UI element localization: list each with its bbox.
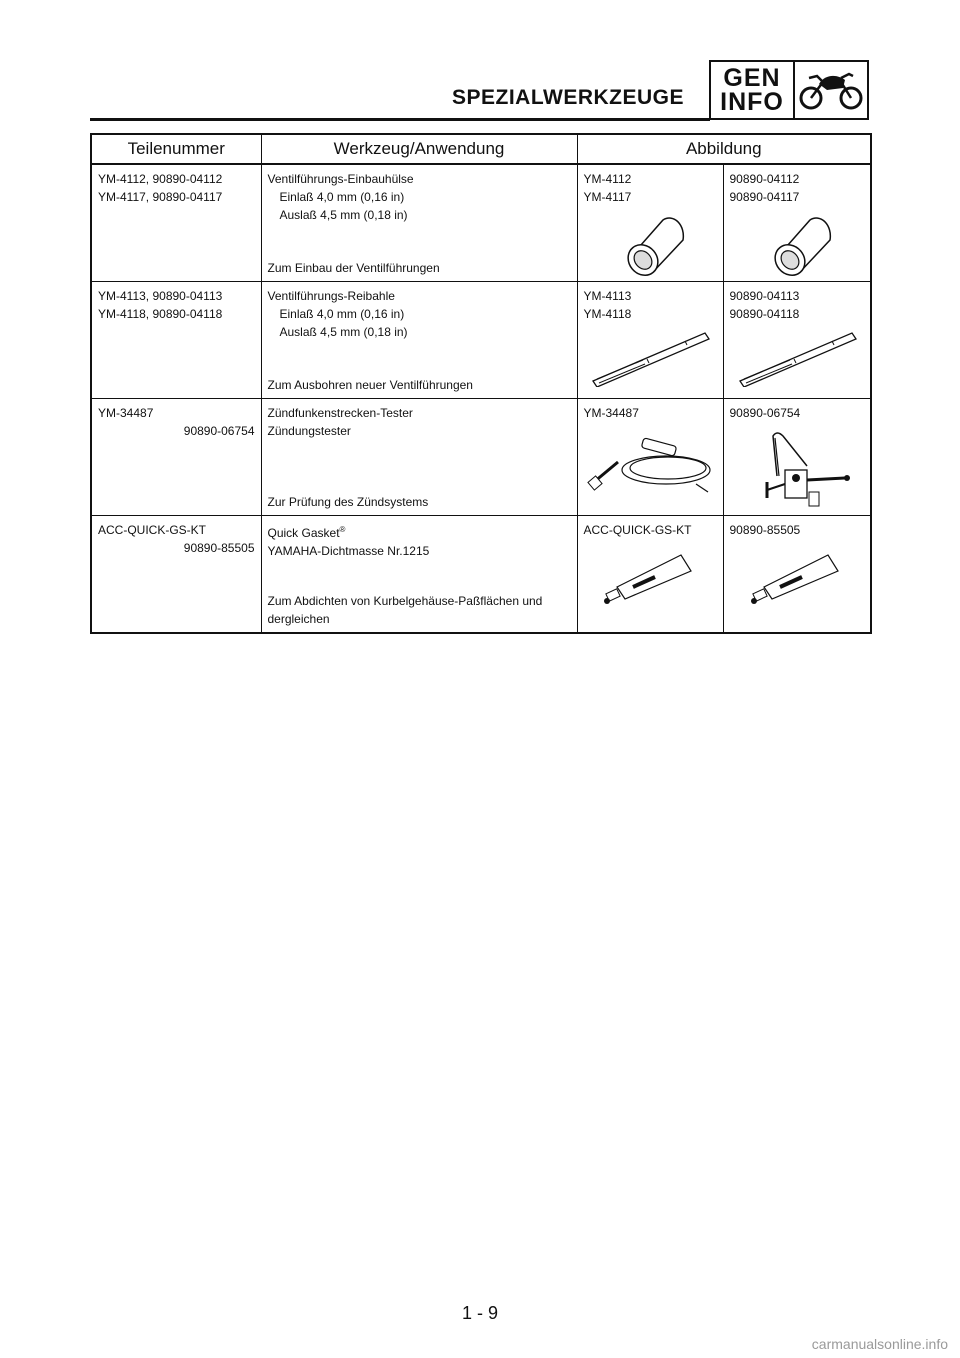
figure-label: 90890-85505 — [729, 523, 801, 537]
illustration-cell — [577, 399, 723, 516]
illustration-cell — [577, 164, 723, 282]
table-row — [91, 282, 871, 399]
column-header-illustration: Abbildung — [577, 134, 871, 164]
badge-line-1: GEN — [723, 64, 781, 92]
tool-usage: Zur Prüfung des Zündsystems — [267, 495, 429, 509]
tool-spec: Auslaß 4,5 mm (0,18 in) — [279, 325, 408, 339]
sleeve-icon — [605, 210, 695, 276]
tool-name: Ventilführungs-Einbauhülse — [267, 172, 414, 186]
tool-usage-cell — [261, 282, 577, 399]
part-number-cell — [91, 399, 261, 516]
figure-label: 90890-04113 — [729, 289, 800, 303]
figure-label: 90890-06754 — [729, 406, 801, 420]
illustration-cell — [723, 164, 871, 282]
figure-label: YM-4117 — [583, 190, 632, 204]
tool-name: Zündfunkenstrecken-Tester — [267, 406, 413, 420]
sealant-tube-icon — [742, 543, 852, 607]
tool-usage: Zum Einbau der Ventilführungen — [267, 261, 440, 275]
illustration-cell — [723, 282, 871, 399]
tool-usage: Zum Ausbohren neuer Ventilführungen — [267, 378, 473, 392]
tool-usage-cell — [261, 164, 577, 282]
table-row — [91, 516, 871, 634]
part-number: YM-4112, 90890-04112 — [98, 172, 223, 186]
tool-usage-cell — [261, 516, 577, 634]
figure-label: 90890-04112 — [729, 172, 800, 186]
illustration-cell — [577, 516, 723, 634]
part-number-cell — [91, 282, 261, 399]
part-number-cell — [91, 516, 261, 634]
tool-usage-cell — [261, 399, 577, 516]
part-number: 90890-06754 — [183, 424, 255, 438]
figure-label: 90890-04118 — [729, 307, 800, 321]
part-number: 90890-85505 — [183, 541, 255, 555]
tool-name-line — [268, 521, 571, 542]
reamer-icon — [585, 327, 715, 387]
figure-label: YM-34487 — [583, 406, 639, 420]
spark-tester-icon — [737, 426, 857, 510]
table-row — [91, 164, 871, 282]
tool-spec: YAMAHA-Dichtmasse Nr.1215 — [267, 544, 430, 558]
spark-tester-icon — [584, 426, 720, 498]
part-number: YM-4117, 90890-04117 — [98, 190, 223, 204]
badge-text — [711, 62, 795, 118]
illustration-cell — [723, 399, 871, 516]
tool-spec: Auslaß 4,5 mm (0,18 in) — [279, 208, 408, 222]
watermark: carmanualsonline.info — [811, 1336, 948, 1352]
column-header-part-number: Teilenummer — [91, 134, 261, 164]
illustration-cell — [577, 282, 723, 399]
figure-label: YM-4113 — [583, 289, 632, 303]
registered-mark: ® — [339, 525, 346, 534]
part-number: ACC-QUICK-GS-KT — [98, 523, 206, 537]
table-row — [91, 399, 871, 516]
tool-usage: Zum Abdichten von Kurbelgehäuse-Paßflächen und dergleichen — [267, 594, 543, 626]
tool-name: Quick Gasket — [267, 526, 340, 540]
figure-label: YM-4112 — [583, 172, 632, 186]
sealant-tube-icon — [595, 543, 705, 607]
part-number-cell — [91, 164, 261, 282]
gen-info-badge — [709, 60, 869, 120]
tool-spec: Einlaß 4,0 mm (0,16 in) — [279, 190, 405, 204]
tool-spec: Zündungstester — [267, 424, 351, 438]
page-number: 1 - 9 — [461, 1303, 499, 1323]
figure-label: ACC-QUICK-GS-KT — [583, 523, 692, 537]
part-number: YM-4118, 90890-04118 — [98, 307, 223, 321]
figure-label: 90890-04117 — [729, 190, 800, 204]
badge-line-2: INFO — [720, 88, 784, 116]
sleeve-icon — [752, 210, 842, 276]
part-number: YM-4113, 90890-04113 — [98, 289, 223, 303]
part-number: YM-34487 — [98, 406, 154, 420]
special-tools-table — [90, 133, 872, 634]
table-header-row — [91, 134, 871, 164]
page-title: SPEZIALWERKZEUGE — [452, 86, 685, 109]
column-header-tool-usage: Werkzeug/Anwendung — [261, 134, 577, 164]
reamer-icon — [732, 327, 862, 387]
illustration-cell — [723, 516, 871, 634]
header-rule — [90, 118, 710, 121]
motorcycle-icon — [795, 62, 867, 118]
tool-spec: Einlaß 4,0 mm (0,16 in) — [279, 307, 405, 321]
tool-name: Ventilführungs-Reibahle — [267, 289, 395, 303]
figure-label: YM-4118 — [583, 307, 632, 321]
